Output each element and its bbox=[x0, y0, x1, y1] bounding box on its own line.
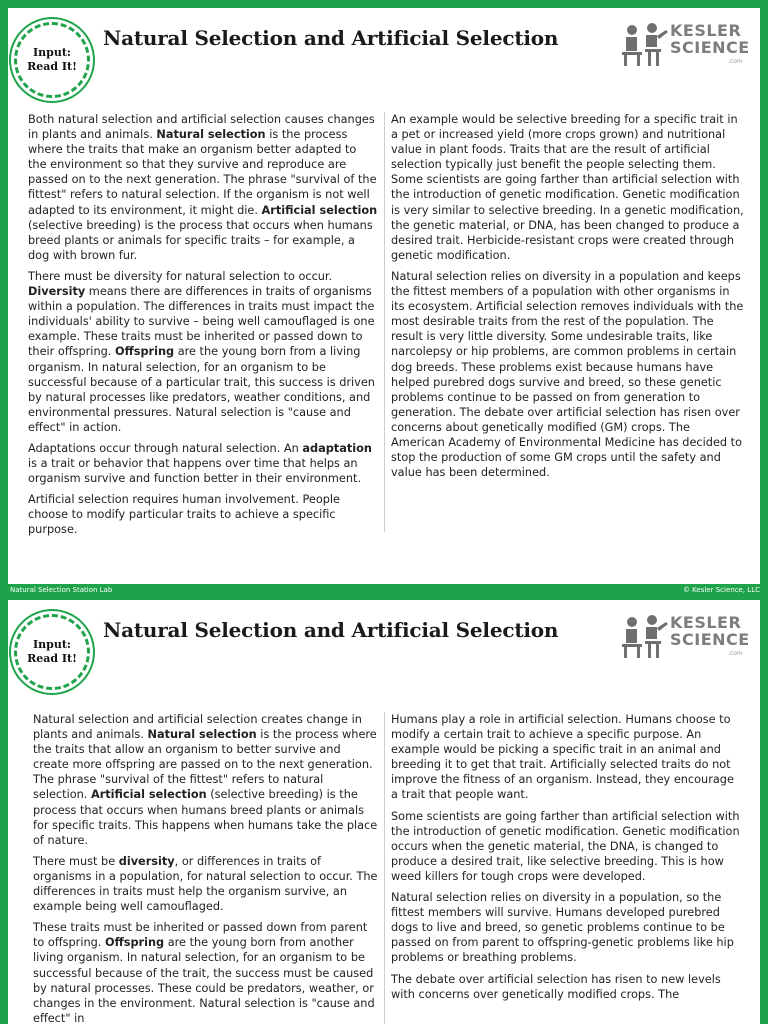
paragraph bbox=[391, 809, 741, 884]
text-run: (selective breeding) is the process that occurs when humans breed plants or animals for specific traits – for example, a dog with brown fur. bbox=[28, 218, 373, 262]
bold-term: diversity bbox=[118, 854, 175, 868]
paragraph bbox=[28, 492, 378, 537]
paragraph bbox=[391, 269, 746, 480]
text-run: Natural selection relies on diversity in a population and keeps the fittest members of a population with other organisms in its ecosystem. Artificial selection removes individuals with the most desirable traits from the rest of the population. The result is very little diversity. Some undesirable traits, like narcolepsy or hip problems, are common problems in certain dog breeds. These problems exist because humans have helped purebred dogs survive and breed, so these genetic problems continue to be passed on from generation to generation. The debate over artificial selection has risen over concerns about genetically modified (GM) crops. The American Academy of Environmental Medicine has decided to stop the production of some GM crops until the safety and value has been determined. bbox=[391, 269, 744, 480]
text-run: There must be bbox=[33, 854, 119, 868]
right-column bbox=[391, 712, 741, 1008]
paragraph bbox=[28, 112, 378, 263]
paragraph bbox=[391, 712, 741, 803]
column-divider bbox=[384, 112, 385, 532]
text-run: An example would be selective breeding for a specific trait in a pet or increased yield (more crops grown) and nutritional value in plant foods. Traits that are the result of artificial selection typically just benefit the people selecting them. Some scientists are going farther than artificial selection with the introduction of genetic modification. Genetic modification is very similar to selective breeding. In a genetic modification, the genetic material, or DNA, has been changed to produce a desired trait. Herbicide-resistant crops were created through genetic modification. bbox=[391, 113, 744, 262]
text-run: The debate over artificial selection has risen to new levels with concerns over genetically modified crops. The bbox=[391, 972, 721, 1001]
badge-line-2: Read It! bbox=[27, 652, 77, 665]
bold-term: Artificial selection bbox=[261, 203, 378, 217]
left-column bbox=[33, 712, 378, 1024]
bold-term: Offspring bbox=[104, 936, 165, 950]
paragraph bbox=[33, 854, 378, 914]
kesler-science-logo bbox=[618, 614, 750, 662]
logo-wordmark bbox=[670, 22, 750, 56]
students-desk-icon bbox=[618, 22, 668, 68]
text-run: Natural selection and artificial selection creates change in plants and animals. bbox=[33, 713, 362, 742]
text-run: There must be diversity for natural selection to occur. bbox=[28, 269, 333, 283]
footer-lab-name: Natural Selection Station Lab bbox=[10, 586, 113, 594]
text-run: Both natural selection and artificial selection causes changes in plants and animals. bbox=[28, 113, 375, 142]
text-run: , or differences in traits of organisms in a population, for natural selection to occur. The differences in traits must help the organism survive, an example being well camouflaged. bbox=[33, 854, 378, 914]
text-run: is the process where the traits that allow an organism to better survive and create more offspring are passed on to the next generation. The phrase "survival of the fittest" refers to natural selection. bbox=[33, 728, 377, 802]
text-run: is a trait or behavior that happens over time that helps an organism survive and function better in their environment. bbox=[28, 457, 362, 486]
text-run: is the process where the traits that make an organism better adapted to the environment so that they survive and reproduce are passed on to the next generation. The phrase "survival of the fittest" refers to natural selection. If the organism is not well adapted to its environment, it might die. bbox=[28, 128, 377, 217]
text-run: Natural selection relies on diversity in a population, so the fittest members will survive. Humans developed purebred dogs to live and breed, so genetic problems continue to be passed on from parent to offspring-genetic problems like hip problems or breathing problems. bbox=[391, 891, 734, 965]
bold-term: Diversity bbox=[28, 285, 86, 299]
text-run: Humans play a role in artificial selection. Humans choose to modify a certain trait to achieve a specific purpose. An example would be picking a specific trait in an animal and breeding it to get that trait. Artificially selected traits do not improve the fitness of an organism. Instead, they encourage a trait that people want. bbox=[391, 713, 734, 802]
text-run: Adaptations occur through natural selection. An bbox=[28, 441, 303, 455]
bold-term: Offspring bbox=[114, 345, 175, 359]
paragraph bbox=[28, 269, 378, 435]
paragraph bbox=[391, 890, 741, 965]
logo-word-kesler: KESLER bbox=[670, 613, 742, 632]
text-run: Artificial selection requires human involvement. People choose to modify particular traits to achieve a specific purpose. bbox=[28, 493, 340, 537]
kesler-science-logo bbox=[618, 22, 750, 70]
paragraph bbox=[33, 920, 378, 1024]
badge-line-1: Input: bbox=[33, 638, 71, 651]
students-desk-icon bbox=[618, 614, 668, 660]
logo-domain: .com bbox=[728, 58, 743, 65]
text-run: are the young born from a living organism. In natural selection, for an organism to be successful because of a particular trait, this success is driven by natural processes like predators, weather conditions, and environmental pressures. Natural selection is "cause and effect" in action. bbox=[28, 345, 375, 434]
logo-word-kesler: KESLER bbox=[670, 21, 742, 40]
text-run: (selective breeding) is the process that occurs when humans breed plants or animals for specific traits. This happens when humans take the place of nature. bbox=[33, 788, 378, 847]
bold-term: Artificial selection bbox=[90, 788, 207, 802]
logo-domain: .com bbox=[728, 650, 743, 657]
footer-copyright: © Kesler Science, LLC bbox=[682, 586, 760, 594]
paragraph bbox=[28, 441, 378, 486]
logo-wordmark bbox=[670, 614, 750, 648]
badge-line-1: Input: bbox=[33, 46, 71, 59]
right-column bbox=[391, 112, 746, 486]
text-run: These traits must be inherited or passed down from parent to offspring. bbox=[33, 921, 368, 950]
input-read-it-badge bbox=[14, 614, 90, 690]
paragraph bbox=[391, 972, 741, 1002]
bold-term: Natural selection bbox=[156, 128, 266, 142]
paragraph bbox=[33, 712, 378, 848]
text-run: means there are differences in traits of organisms within a population. The differences in traits must impact the individuals' ability to survive – being well camouflaged is one example. These traits must be inherited or passed down to their offspring. bbox=[28, 285, 375, 359]
reading-panel-1 bbox=[8, 8, 760, 584]
badge-line-2: Read It! bbox=[27, 60, 77, 73]
input-read-it-badge bbox=[14, 22, 90, 98]
page-title: Natural Selection and Artificial Selection bbox=[103, 618, 559, 642]
reading-panel-2 bbox=[8, 600, 760, 1024]
column-divider bbox=[384, 712, 385, 1024]
text-run: Some scientists are going farther than artificial selection with the introduction of genetic modification. Genetic modification occurs when the genetic material, the DNA, is changed to produce a desired trait, like selective breeding. This is how weed killers for tough crops were developed. bbox=[391, 809, 740, 883]
page-title: Natural Selection and Artificial Selection bbox=[103, 26, 559, 50]
bold-term: adaptation bbox=[302, 441, 372, 455]
text-run: are the young born from another living organism. In natural selection, for an organism to be successful because of the trait, the success must be caused by natural processes. These could be predators, weather, or changes in the environment. Natural selection is "cause and effect" in bbox=[33, 936, 375, 1024]
left-column bbox=[28, 112, 378, 544]
logo-word-science: SCIENCE bbox=[670, 630, 750, 649]
logo-word-science: SCIENCE bbox=[670, 38, 750, 57]
bold-term: Natural selection bbox=[147, 728, 257, 742]
paragraph bbox=[391, 112, 746, 263]
